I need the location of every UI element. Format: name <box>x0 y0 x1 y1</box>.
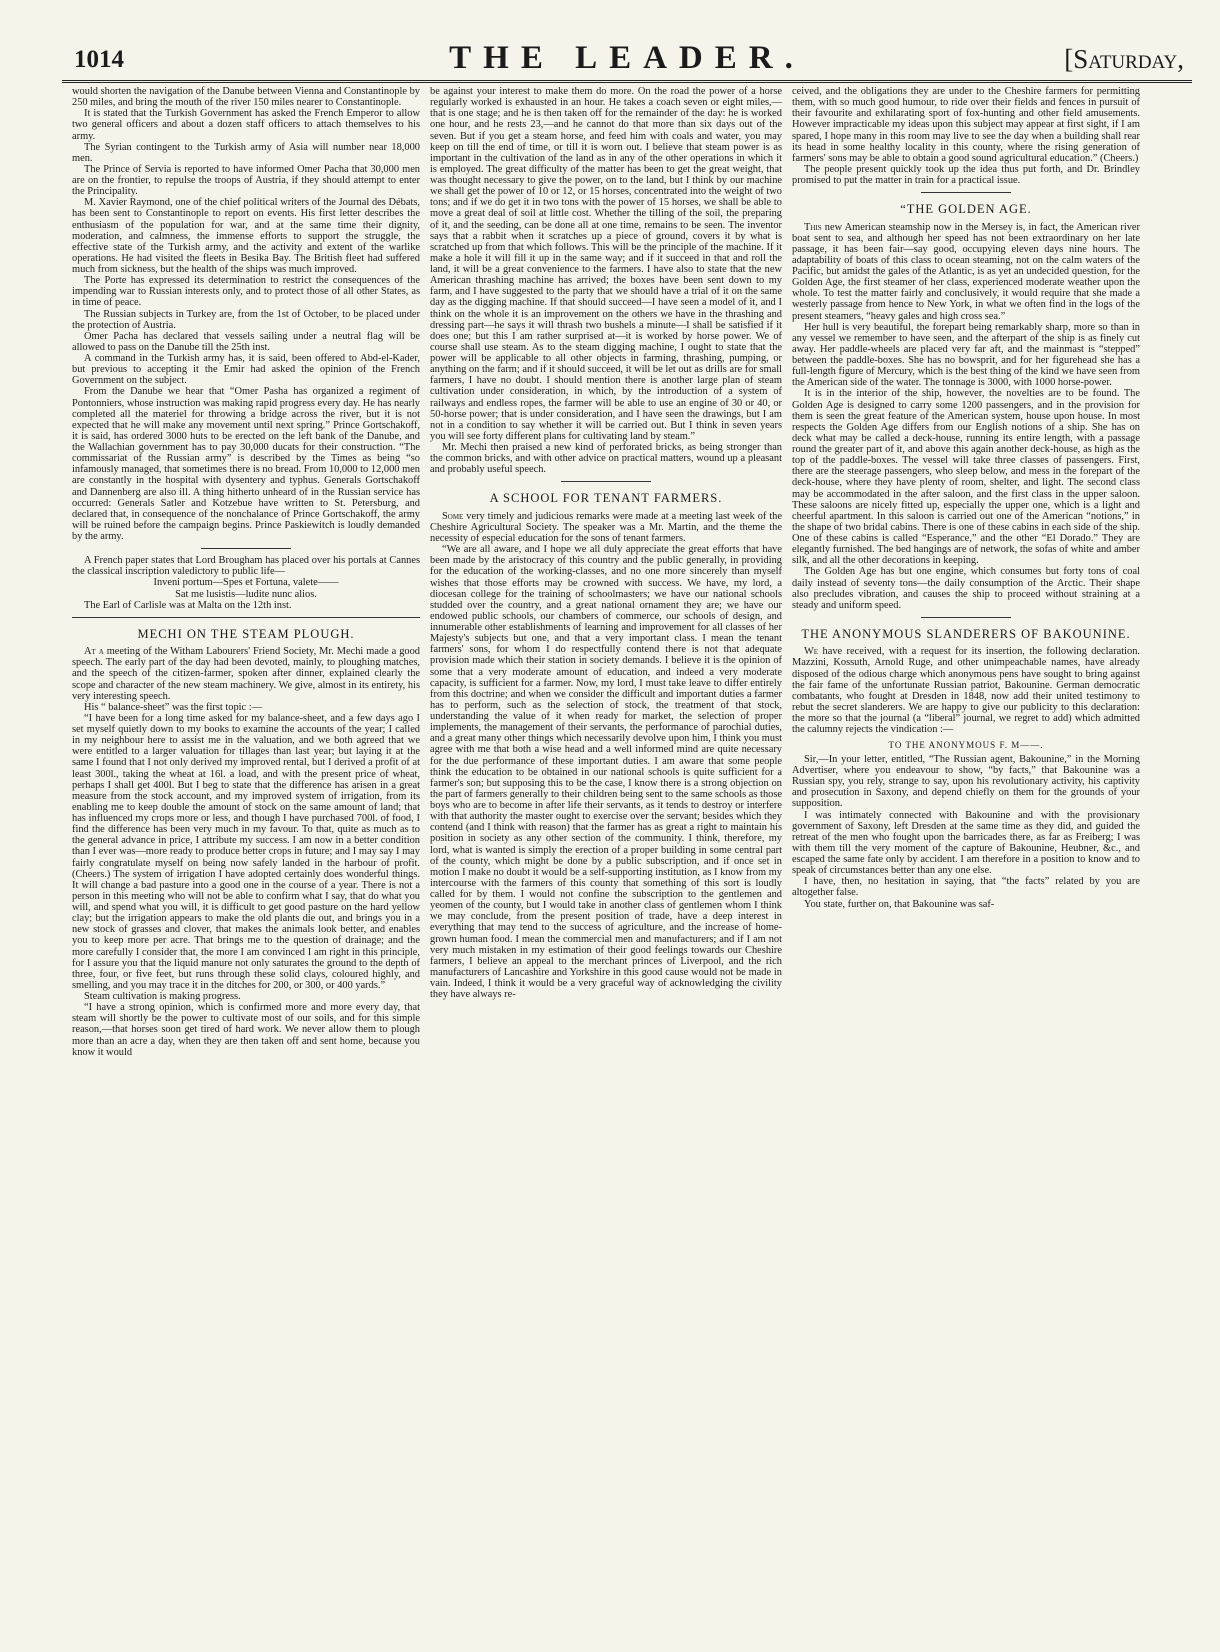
paragraph: meeting of the Witham Labourers' Friend Society, Mr. Mechi made a good speech. The early part of the day had been devoted, mainly, to ploughing matches, and the speech of the citizen-farmer, spoken after dinner, explained clearly the scope and character of the new steam machinery. We give, almost in its entirety, his very interesting speech. <box>72 646 420 702</box>
column-1 <box>72 86 420 1644</box>
paragraph: have received, with a request for its insertion, the following declaration. Mazzini, Kossuth, Arnold Ruge, and other unimpeachable names, have already disposed of the odious charge which anonymous pens have sought to bring against the fair fame of the unfortunate Russian patriot, Bakounine. German democratic combatants, who fought at Dresden in 1848, now add their united testimony to rebut the secret slanderers. We are happy to give our publicity to this declaration: the more so that the journal (a “liberal” journal, we regret to add) which admitted the calumny rejects the vindication :— <box>792 646 1140 736</box>
divider <box>72 617 420 618</box>
paragraph: The Russian subjects in Turkey are, from the 1st of October, to be placed under the protection of Austria. <box>72 308 420 331</box>
paragraph: The Earl of Carlisle was at Malta on the 12th inst. <box>84 599 292 611</box>
paragraph: ceived, and the obligations they are under to the Cheshire farmers for permitting them, with so much good humour, to ride over their fields and fences in pursuit of their favourite and exhilarating sport of fox-hunting and other field amusements. However impracticable my ideas upon this subject may appear at first sight, if I am spared, I hope many in this room may live to see the day when a building shall rear its head in some healthy locality in this county, where the rising generation of farmers' sons may be able to obtain a good sound agricultural education.” (Cheers.) <box>792 86 1140 164</box>
divider <box>201 548 291 549</box>
paragraph: Omer Pacha has declared that vessels sailing under a neutral flag will be allowed to pass on the Danube till the 25th inst. <box>72 330 420 353</box>
article-heading: A SCHOOL FOR TENANT FARMERS. <box>489 491 723 506</box>
paragraph: You state, further on, that Bakounine was saf- <box>804 898 995 910</box>
divider <box>921 617 1011 618</box>
divider <box>561 481 651 482</box>
paragraph: Mr. Mechi then praised a new kind of perforated bricks, as being stronger than the common bricks, and with other advice on practical matters, wound up a pleasant and probably useful speech. <box>430 442 782 476</box>
page-number: 1014 <box>74 46 124 73</box>
header-rule <box>62 80 1192 83</box>
paragraph: Sir,—In your letter, entitled, “The Russian agent, Bakounine,” in the Morning Advertiser, where you endeavour to show, “by facts,” that Bakounine was a Russian spy, you rely, strange to say, upon his revolutionary activity, his captivity and prosecution in Saxony, and depend chiefly on them for the grounds of your supposition. <box>792 753 1140 810</box>
lead-word: Some <box>442 510 464 522</box>
paragraph: Steam cultivation is making progress. <box>84 991 241 1002</box>
paragraph: I have, then, no hesitation in saying, that “the facts” related by you are altogether false. <box>792 876 1140 899</box>
paragraph: “I have been for a long time asked for my balance-sheet, and a few days ago I set myself quietly down to my books to examine the accounts of the year; I called in my neighbour here to assist me in the valuation, and we both agreed that we were entitled to a larger valuation for tillages than last year; but laying it at the same I found that I not only derived my improved rental, but I derived a profit of at least 300l., taking the wheat at 16l. a load, and with the present price of wheat, perhaps I shall get 400l. But I beg to state that the difference has arisen in a great measure from the stock account, and my improved system of irrigation, from its enabling me to keep double the amount of stock on the same amount of land; that has influenced my crops more or less, and though I have purchased 700l. of food, I find the difference has been very much in my favour. To that, quite as much as to the general advance in price, I attribute my success. I am now in a better condition than I ever was—more ready to produce better crops in future; and I may say I may fairly congratulate myself on being now safely landed in the harbour of profit. (Cheers.) The system of irrigation I have adopted certainly does wonderful things. It will change a bad pasture into a good one in the course of a year. There is not a person in this meeting who will not be able to confirm what I say, that do what you will, and spend what you will, it is difficult to get good pasture on the hard yellow clay; but the irrigation appears to make the old plants die out, and brings you in a new stock of grasses and clover, that makes the animals look better, and enables you to keep more per acre. That brings me to the question of drainage; and the more carefully I consider that, the more I am convinced I am right in this principle, for I assure you that the liquid manure not only saturates the ground to the depth of three, four, or five feet, but runs through these solid clays, coloured highly, and smelling, and you may trace it in the ditches for 200, or 300, or 400 yards.” <box>72 712 420 991</box>
paragraph: The Porte has expressed its determination to restrict the consequences of the impending war to Russian interests only, and to protect those of all other States, as in time of peace. <box>72 275 420 309</box>
article-heading: THE ANONYMOUS SLANDERERS OF BAKOUNINE. <box>801 626 1131 641</box>
paragraph: From the Danube we hear that “Omer Pasha has organized a regiment of Pontonniers, whose instruction was making rapid progress every day. He has nearly completed all the materiel for throwing a bridge across the river, but it is not expected that he will make any movement until next spring.” Prince Gortschakoff, it is said, has ordered 3000 huts to be erected on the left bank of the Danube, and the Wallachian government has to pay 30,000 ducats for their construction. “The commissariat of the Russian army” is described by the Times as being “so infamously managed, that sometimes there is no bread. From 10,000 to 12,000 men are constantly in the hospital with dysentery and typhus. Generals Gortschakoff and Dannenberg are also ill. A thing hitherto unheard of in the Russian service has occurred: Generals Satler and Kotzebue have written to St. Petersburg, and declared that, in consequence of the nonchalance of Prince Gortschakoff, the army will be ruined before the campaign begins. Prince Paskiewitch is loudly demanded by the army. <box>72 386 420 542</box>
paragraph: M. Xavier Raymond, one of the chief political writers of the Journal des Débats, has been sent to Constantinople to report on events. His first letter describes the enthusiasm of the population for war, and at the same time their dignity, moderation, and calmness, the immense efforts to support the struggle, the effective state of the Turkish army, and the activity and extent of the warlike operations. He had visited the fleets in Besika Bay. The British fleet had suffered much from sickness, but the health of the ships was much improved. <box>72 197 420 275</box>
lead-word: We <box>804 646 819 658</box>
paragraph: The Syrian contingent to the Turkish army of Asia will number near 18,000 men. <box>72 141 420 164</box>
column-3 <box>792 86 1140 1644</box>
page-header <box>62 36 1192 76</box>
issue-day: [Saturday, <box>1064 44 1184 74</box>
paragraph: The people present quickly took up the idea thus put forth, and Dr. Brindley promised to put the matter in train for a practical issue. <box>792 163 1140 186</box>
paragraph: His “ balance-sheet” was the first topic :— <box>84 701 263 713</box>
paragraph: “We are all aware, and I hope we all duly appreciate the great efforts that have been made by the aristocracy of this country and the public generally, in providing for the education of the working-classes, and no one more sincerely than myself wishes that those efforts may be crowned with success. We have, my lord, a diocesan college for the training of schoolmasters; we have our national schools studded over the country, and a great national ornament they are; we have our endowed public schools, our chambers of commerce, our schools of design, and innumerable other establishments of learning and improvement for all classes of her Majesty's subjects but one, and that a very important class. I mean the tenant farmers' sons, for whom I do respectfully contend there is not that adequate provision made which their station in society demands. I believe it is the opinion of some that a very moderate amount of education, and indeed a very moderate capacity, is sufficient for a farmer. Now, my lord, I must take leave to differ entirely from this doctrine; and when we consider the difficult and important duties a farmer has to perform, such as the selection of stock, the treatment of that stock, understanding the value of it when ready for market, the selection of proper implements, the management of their servants, the performance of parochial duties, and a great many other things which necessarily devolve upon him, I think you must agree with me that both a wise head and a well informed mind are quite necessary for the due performance of these important duties. I am aware that some people think the education to be obtained in our national schools is quite sufficient for a farmer's son; but supposing this to be the case, I know there is a strong objection on the part of farmers generally to their children being sent to the same schools as those boys who are to become in after life their servants, as it tends to destroy or interfere with that authority the master ought to exercise over the servant; besides which they contend (and I think with reason) that the farmer has as great a right to maintain his position in society as any other section of the community. I think, therefore, my lord, what is wanted is simply the erection of a proper building in some central part of the county, which might be done by a public subscription, and if once set in motion I make no doubt it would be a self-supporting institution, as I know from my intercourse with the farmers of this county that something of this sort is loudly called for by them. I would not confine the subscription to the gentlemen and yeomen of the county, but I would take in another class of gentlemen whom I think we may conclude, from the present position of trade, have a deep interest in everything that may tend to the success of agriculture, and the increase of home-grown human food. I mean the commercial men and manufacturers; and if I am not very much mistaken in my estimation of their good feelings towards our Cheshire farmers, I believe an appeal to the merchant princes of Liverpool, and the rich manufacturers of Lancashire and Yorkshire in this good cause would not be made in vain. Indeed, I think it would be a very graceful way of acknowledging the civility they have always re- <box>430 544 782 1001</box>
paragraph: The Golden Age has but one engine, which consumes but forty tons of coal daily instead of seventy tons—the daily consumption of the Arctic. Their shape also precludes vibration, and causes the ship to proceed without straining at a steady and uniform speed. <box>792 566 1140 611</box>
paragraph: very timely and judicious remarks were made at a meeting last week of the Cheshire Agricultural Society. The speaker was a Mr. Martin, and the theme the necessity of especial education for the sons of tenant farmers. <box>430 510 782 544</box>
paragraph: Her hull is very beautiful, the forepart being remarkably sharp, more so than in any vessel we remember to have seen, and the afterpart of the ship is as finely cut away. Her paddle-wheels are placed very far aft, and the mainmast is “stepped” between the paddle-boxes. She has no bowsprit, and for her figurehead she has a full-length figure of Mercury, which is the best thing of the kind we have seen from the American side of the water. The tonnage is 3000, with 1000 horse-power. <box>792 321 1140 389</box>
paragraph: be against your interest to make them do more. On the road the power of a horse regularly worked is exhausted in an hour. He takes a coach seven or eight miles,—that is one stage; and he is then taken off for the remainder of the day: he is worked one hour, and he rests 23,—and he cannot do that more than six days out of the seven. But if you get a steam horse, and feed him with coals and water, you may keep on till the end of time, or till it is worn out. I believe that steam power is as important in the cultivation of the land as in any of the other operations in which it is employed. The great difficulty of the matter has been to get the great weight, that was thought necessary to give the power, on to the land, but I think by our machine we shall get the power of 10 or 12, or 15 horses, concentrated into the weight of two tons; and if we do get it in two tons with the power of 15 horses, we shall be able to move a great deal of soil at little cost. Whether the tilling of the soil, the preparing of it, and the seeding, can be done all at one time, remains to be seen. The inventor says that a rabbit when it scratches up a piece of ground, covers it by what is scratched up from that which follows. This will be the principle of the machine. If it make a hole it will fill it up in the same way; and if it succeed in that and roll the land, it will be a great convenience to the farmers. I have also to state that the new American thrashing machine has arrived; the boxes have been sent down to my farm, and I have suggested to the party that we should have a trial of it on the same day as the digging machine. If that should succeed—I have seen a model of it, and I think on the whole it is an improvement on the others we have in the thrashing and dressing part—he says it will thrash two bushels a minute—I shall be satisfied if it does one; but this I am rather surprised at—it is worked by horse power. We of course shall use steam. As to the steam digging machine, I ought to state that the power will be applicable to all other objects in farming, thrashing, pumping, or anything on the farm; and if it should succeed, it will be let out as drills are for small farmers, I have no doubt. I should mention there is another large plan of steam cultivation under consideration, in which, by the introduction of a system of railways and endless ropes, the farmer will be able to use an engine of 30 or 40, or 50-horse power; that is under consideration, and I have seen the drawings, but I am not in a condition to say whether it will be carried out. But I think in seven years you will see forty different plans for cultivating land by steam.” <box>430 86 782 442</box>
paragraph: would shorten the navigation of the Danube between Vienna and Constantinople by 250 miles, and bring the mouth of the river 150 miles nearer to Constantinople. <box>72 86 420 109</box>
article-heading: “THE GOLDEN AGE. <box>900 202 1032 217</box>
paragraph: I was intimately connected with Bakounine and with the provisionary government of Saxony, left Dresden at the same time as they did, and guided the retreat of the men who fought upon the barricades there, as far as Freiberg; I was with them till the very moment of the capture of Bakounine, Heubner, &c., and escaped the same fate only by accident. I am therefore in a position to know and to speak of circumstances better than any one else. <box>792 809 1140 877</box>
column-2 <box>430 86 782 1644</box>
verse-line: Sat me lusistis—ludite nunc alios. <box>175 588 317 600</box>
lead-word: At a <box>84 646 104 658</box>
paragraph: It is in the interior of the ship, however, the novelties are to be found. The Golden Age is designed to carry some 1200 passengers, and in the provision for them is seen the great feature of the American system, house upon house. In most respects the Golden Age differs from our English notions of a ship. She has on deck what may be called a deck-house, running its entire length, with a passage round the greater part of it, and above this again another deck-house, as high as the top of the paddle-boxes. The vessel will take three classes of passengers. First, there are the steerage passengers, who sleep below, and mess in the forepart of the deck-house, where they have plenty of room, shelter, and light. The second class may be accommodated in the after saloon, and the first class in the upper saloon. These saloons are nicely fitted up, especially the upper one, which is a light and cheerful apartment. In this saloon is carried out one of the American “notions,” in the shape of two bridal cabins. There is one of these cabins in each side of the ship. One of these cabins is called “Esperance,” and the other “El Dorado.” They are elegantly furnished. The bed hangings are of network, the sofas of white and amber silk, and all the other decorations in keeping. <box>792 388 1140 567</box>
paragraph: A command in the Turkish army has, it is said, been offered to Abd-el-Kader, but previous to accepting it the Emir had asked the opinion of the French Government on the subject. <box>72 353 420 387</box>
masthead: THE LEADER. <box>449 40 805 76</box>
verse-line: Inveni portum—Spes et Fortuna, valete—— <box>153 577 339 589</box>
paragraph: A French paper states that Lord Brougham has placed over his portals at Cannes the classical inscription valedictory to public life— <box>72 555 420 578</box>
letter-heading: TO THE ANONYMOUS F. M——. <box>888 740 1044 751</box>
lead-word: This <box>804 221 822 233</box>
paragraph: “I have a strong opinion, which is confirmed more and more every day, that steam will shortly be the power to cultivate most of our soils, and for this simple reason,—that horses soon get tired of hard work. We never allow them to plough more than an acre a day, when they are then taken off and sent home, because you know it would <box>72 1002 420 1058</box>
divider <box>921 192 1011 193</box>
article-heading: MECHI ON THE STEAM PLOUGH. <box>137 626 355 641</box>
paragraph: It is stated that the Turkish Government has asked the French Emperor to allow two general officers and about a dozen staff officers to attach themselves to his army. <box>72 108 420 142</box>
paragraph: The Prince of Servia is reported to have informed Omer Pacha that 30,000 men are on the frontier, to repulse the troops of Austria, if they should attempt to enter the Principality. <box>72 163 420 198</box>
paragraph: new American steamship now in the Mersey is, in fact, the American river boat sent to sea, and although her speed has not been extraordinary on her late passage, it has been fair—say good, occupying eleven days nine hours. The adaptability of boats of this class to ocean steaming, not on the calm waters of the Pacific, but amidst the gales of the Atlantic, is as yet an undecided question, for the Golden Age, the first steamer of her class, experienced moderate weather upon the whole. To test the matter fairly and conclusively, it would require that she made a westerly passage from hence to New York, in what we often find in the logs of the present steamers, “heavy gales and high cross sea.” <box>792 221 1140 322</box>
